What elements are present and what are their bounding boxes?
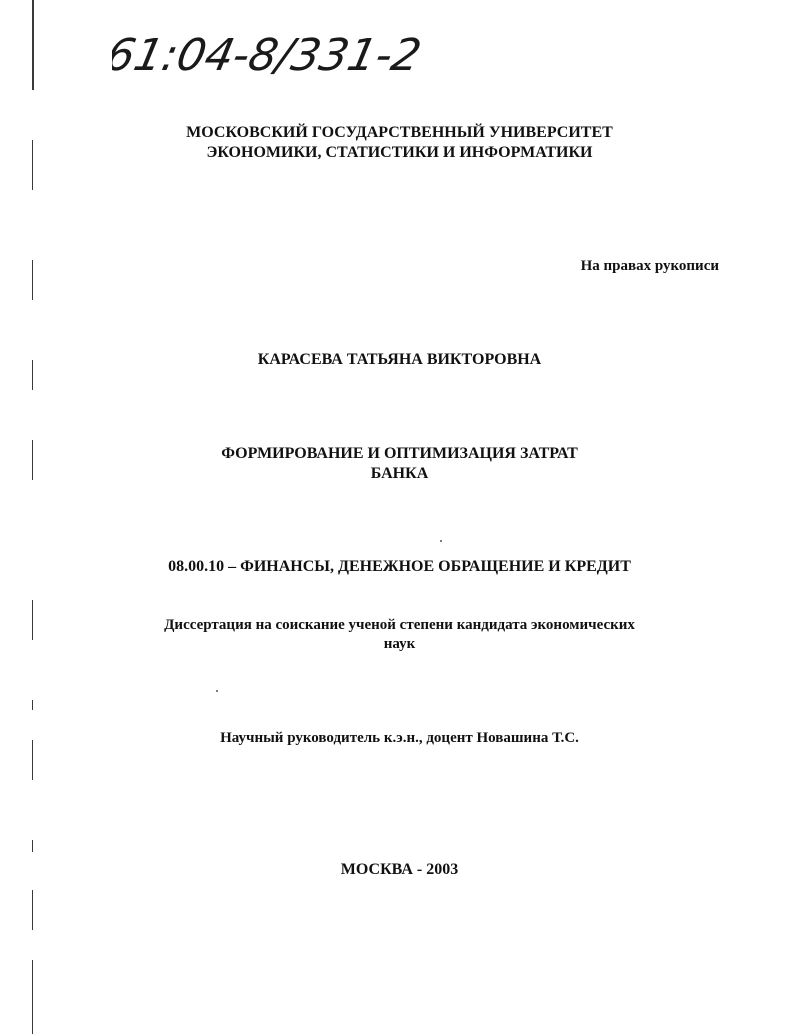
scan-edge-line (32, 890, 33, 930)
degree-line-2: наук (383, 636, 416, 652)
supervisor: Научный руководитель к.э.н., доцент Новашина Т.С. (220, 730, 579, 746)
scan-edge-line (32, 960, 33, 1034)
scan-speck (216, 690, 218, 692)
specialty-code: 08.00.10 – ФИНАНСЫ, ДЕНЕЖНОЕ ОБРАЩЕНИЕ И КРЕДИТ (168, 558, 631, 575)
scan-edge-line (32, 840, 33, 852)
thesis-title-line-1: ФОРМИРОВАНИЕ И ОПТИМИЗАЦИЯ ЗАТРАТ (221, 445, 578, 462)
author-name: КАРАСЕВА ТАТЬЯНА ВИКТОРОВНА (257, 351, 542, 368)
scan-edge-line (32, 0, 34, 90)
manuscript-rights: На правах рукописи (580, 258, 719, 274)
degree-line-1: Диссертация на соискание ученой степени кандидата экономических (164, 617, 635, 633)
scan-speck (440, 540, 442, 542)
scan-edge-line (32, 260, 33, 300)
university-line-2: ЭКОНОМИКИ, СТАТИСТИКИ И ИНФОРМАТИКИ (206, 144, 593, 161)
scan-edge-line (32, 700, 33, 710)
city-year: МОСКВА - 2003 (340, 861, 459, 878)
handwritten-archive-code (112, 12, 452, 92)
university-line-1: МОСКОВСКИЙ ГОСУДАРСТВЕННЫЙ УНИВЕРСИТЕТ (186, 124, 613, 141)
thesis-title-line-2: БАНКА (370, 465, 429, 482)
archive-code-text: 61:04-8/331-2 (112, 30, 426, 81)
